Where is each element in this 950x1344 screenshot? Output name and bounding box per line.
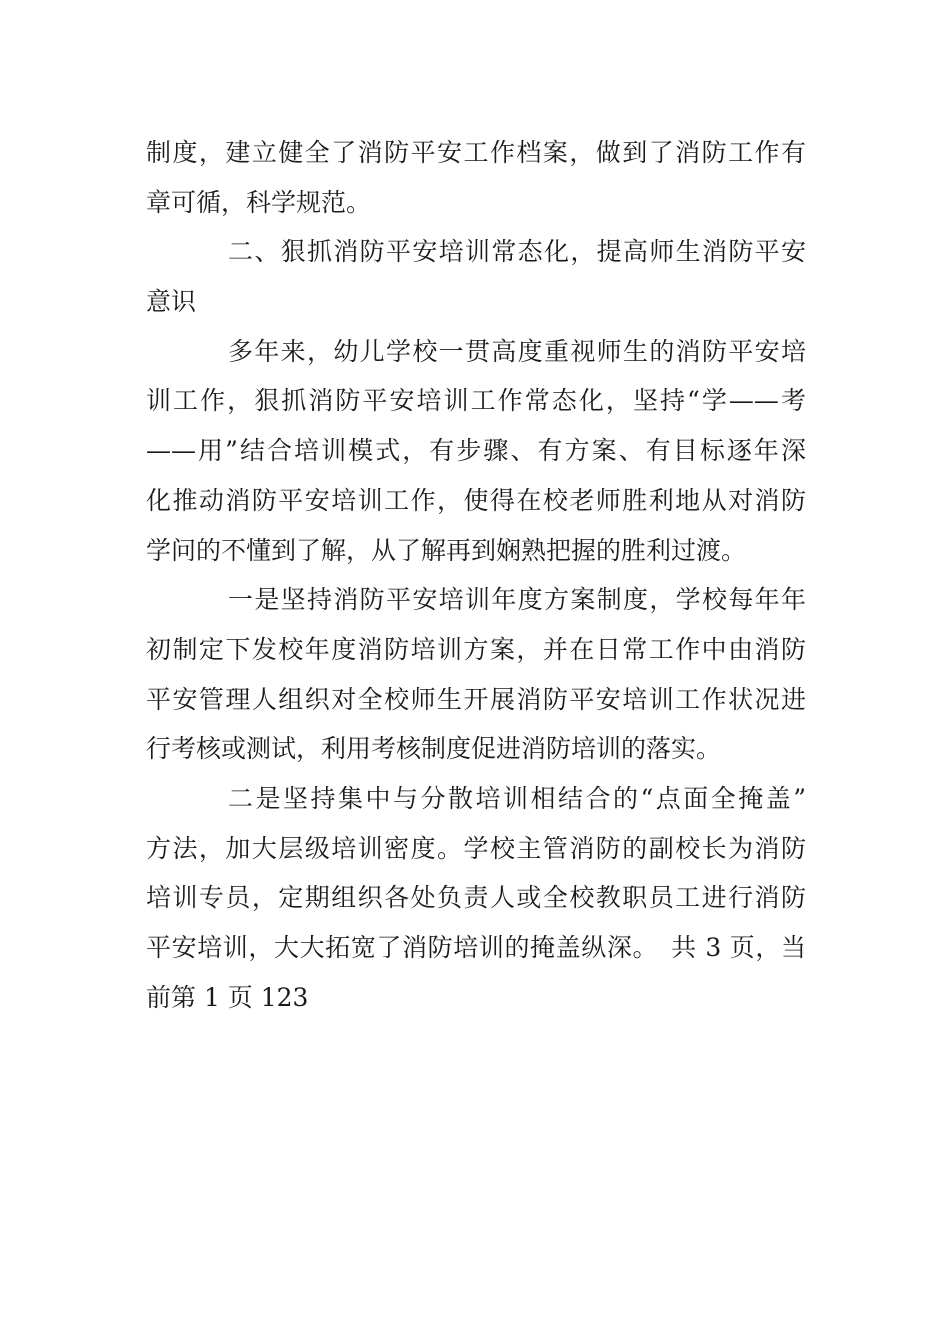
- text-line: 行考核或测试，利用考核制度促进消防培训的落实。: [146, 734, 722, 764]
- text-line: 学问的不懂到了解，从了解再到娴熟把握的胜利过渡。: [146, 535, 747, 565]
- text-line: 二、狠抓消防平安培训常态化，提高师生消防平安: [228, 237, 806, 267]
- text-line: 多年来，幼儿学校一贯高度重视师生的消防平安培: [228, 336, 806, 366]
- section-heading: [146, 227, 806, 326]
- paragraph: [146, 575, 806, 774]
- paragraph: [146, 774, 806, 1022]
- text-line: 培训专员，定期组织各处负责人或全校教职员工进行消防: [146, 883, 806, 913]
- text-line: 一是坚持消防平安培训年度方案制度，学校每年年: [228, 585, 806, 615]
- document-body: [146, 128, 806, 1022]
- paragraph: [146, 327, 806, 575]
- text-line: 方法，加大层级培训密度。学校主管消防的副校长为消防: [146, 833, 806, 863]
- text-line: 训工作，狠抓消防平安培训工作常态化，坚持“学——考: [146, 386, 806, 416]
- paragraph: [146, 128, 806, 227]
- text-line: 二是坚持集中与分散培训相结合的“点面全掩盖”: [228, 783, 806, 813]
- text-line: 平安培训，大大拓宽了消防培训的掩盖纵深。 共 3 页，当: [146, 933, 806, 962]
- text-line: 制度，建立健全了消防平安工作档案，做到了消防工作有: [146, 138, 806, 167]
- text-line: 章可循，科学规范。: [146, 187, 372, 217]
- text-line: ——用”结合培训模式，有步骤、有方案、有目标逐年深: [146, 436, 806, 466]
- page-indicator: 前第 1 页 123: [146, 982, 309, 1012]
- text-line: 平安管理人组织对全校师生开展消防平安培训工作状况进: [146, 684, 806, 714]
- text-line: 意识: [146, 287, 197, 317]
- text-line: 初制定下发校年度消防培训方案，并在日常工作中由消防: [146, 634, 806, 664]
- text-line: 化推动消防平安培训工作，使得在校老师胜利地从对消防: [146, 485, 806, 515]
